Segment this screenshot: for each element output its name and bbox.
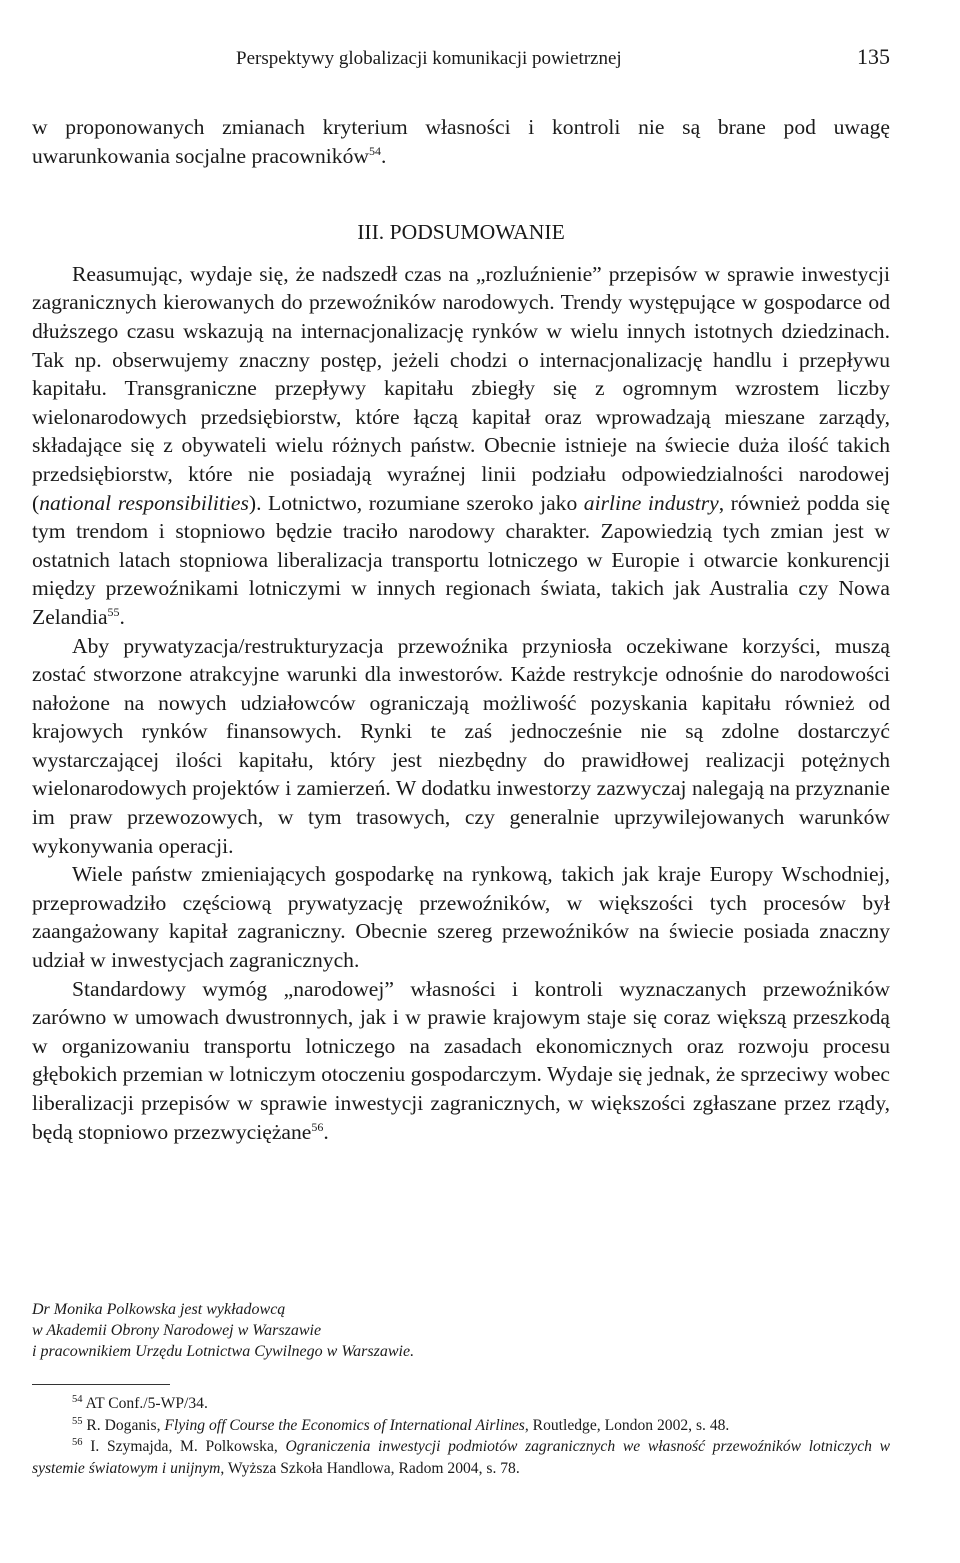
footnote-55-text-b: , Routledge, London 2002, s. 48. — [524, 1416, 730, 1434]
footnote-55-number: 55 — [72, 1415, 83, 1427]
footnote-56-number: 56 — [72, 1436, 83, 1448]
footnote-55 — [32, 1415, 890, 1437]
footnote-54-text: AT Conf./5-WP/34. — [85, 1395, 208, 1412]
paragraph-2-italic-1: national responsibilities — [39, 490, 249, 515]
footnote-separator — [32, 1384, 170, 1385]
paragraph-2 — [32, 260, 890, 632]
paragraph-5 — [32, 975, 890, 1147]
paragraph-2-end: . — [119, 604, 125, 629]
author-note-line-2: w Akademii Obrony Narodowej w Warszawie — [32, 1322, 322, 1339]
paragraph-4: Wiele państw zmieniających gospodarkę na rynkową, takich jak kraje Europy Wschodniej, przeprowadziło częściową prywatyzację przewoźników, w większości tych procesów był zaangażowany kapitał zagraniczny. Obecnie szereg przewoźników na świecie posiada znaczny udział w inwestycjach zagranicznych. — [32, 862, 890, 973]
paragraph-3: Aby prywatyzacja/restrukturyzacja przewoźnika przyniosła oczekiwane korzyści, muszą zostać stworzone atrakcyjne warunki dla inwestorów. Każde restrykcje odnośnie do narodowości nałożone na nowych udziałowców ograniczają możliwość pozyskania kapitału również od krajowych rynków finansowych. Rynki te zaś jednocześnie nie są zdolne dostarczyć wystarczającej ilości kapitału, który jest niezbędny do prawidłowej realizacji potężnych wielonarodowych projektów i zamierzeń. W dodatku inwestorzy zazwyczaj nalegają na przyznanie im praw przewozowych, w tym trasowych, czy generalnie uprzywilejowanych warunków wykonywania operacji. — [32, 633, 890, 858]
author-note — [32, 1299, 890, 1362]
footnotes — [32, 1393, 890, 1479]
paragraph-5-end: . — [323, 1119, 329, 1144]
footnote-ref-56: 56 — [311, 1119, 324, 1134]
author-note-line-3: i pracownikiem Urzędu Lotnictwa Cywilnego w Warszawie. — [32, 1343, 415, 1360]
paragraph-2-text-c: , również podda się tym trendom i stopniowo będzie traciło narodowy charakter. Zapowiedzią tych zmian jest w ostatnich latach stopniowa liberalizacja transportu lotniczego w Europie i otwarcie konkurencji między przewoźnikami lotniczymi w innych regionach świata, takich jak Australia czy Nowa Zelandia — [32, 490, 890, 629]
footnote-ref-54: 54 — [369, 143, 381, 158]
footnote-55-text-a: R. Doganis, — [86, 1416, 165, 1434]
footnote-56-title: Ograniczenia inwestycji podmiotów zagranicznych we własność przewoźników lotniczych w systemie światowym i unijnym — [32, 1438, 891, 1477]
paragraph-1-text: w proponowanych zmianach kryterium własności i kontroli nie są brane pod uwagę uwarunkowania socjalne pracowników — [32, 115, 890, 168]
footnote-56 — [32, 1436, 890, 1479]
running-title: Perspektywy globalizacji komunikacji powietrznej — [236, 48, 622, 69]
paragraph-5-text: Standardowy wymóg „narodowej” własności i kontroli wyznaczanych przewoźników zarówno w umowach dwustronnych, jak i w prawie krajowym staje się coraz większą przeszkodą w organizowaniu transportu lotniczego na zasadach ekonomicznych oraz rozwoju procesu głębokich przemian w lotniczym otoczeniu gospodarczym. Wydaje się jednak, że sprzeciwy wobec liberalizacji przepisów w sprawie inwestycji zagranicznych, w większości zgłaszane przez rządy, będą stopniowo przezwyciężane — [32, 976, 890, 1144]
paragraph-2-text-a: Reasumując, wydaje się, że nadszedł czas na „rozluźnienie” przepisów w sprawie inwestycji zagranicznych kierowanych do przewoźników narodowych. Trendy występujące w gospodarce od dłuższego czasu wskazują na internacjonalizację rynków w wielu innych istotnych dziedzinach. Tak np. obserwujemy znaczny postęp, jeżeli chodzi o internacjonalizację handlu i przepływu kapitału. Transgraniczne przepływy kapitału zbiegły się z ogromnym wzrostem liczby wielonarodowych przedsiębiorstw, które łączą kapitał oraz wprowadzają mieszane zarządy, składające się z obywateli wielu różnych państw. Obecnie istnieje na świecie duża ilość takich przedsiębiorstw, które nie posiadają wyraźnej linii podziału odpowiedzialności narodowej ( — [32, 261, 890, 515]
author-note-line-1: Dr Monika Polkowska jest wykładowcą — [32, 1301, 286, 1318]
footnote-54-number: 54 — [72, 1393, 83, 1405]
body-text — [32, 113, 890, 1146]
footnote-54 — [32, 1393, 890, 1415]
footnote-ref-55: 55 — [107, 604, 120, 619]
paragraph-1 — [32, 113, 890, 170]
paragraph-2-text-b: ). Lotnictwo, rozumiane szeroko jako — [248, 490, 584, 515]
paragraph-2-italic-2: airline industry — [583, 490, 719, 515]
footnote-55-title: Flying off Course the Economics of International Airlines — [164, 1416, 525, 1434]
paragraph-1-end: . — [381, 143, 387, 168]
footnote-56-text-b: , Wyższa Szkoła Handlowa, Radom 2004, s. 78. — [220, 1459, 520, 1477]
section-heading: III. PODSUMOWANIE — [357, 220, 565, 245]
running-header — [32, 44, 890, 74]
page-number: 135 — [857, 44, 890, 69]
footnote-56-text-a: I. Szymajda, M. Polkowska, — [90, 1438, 286, 1455]
